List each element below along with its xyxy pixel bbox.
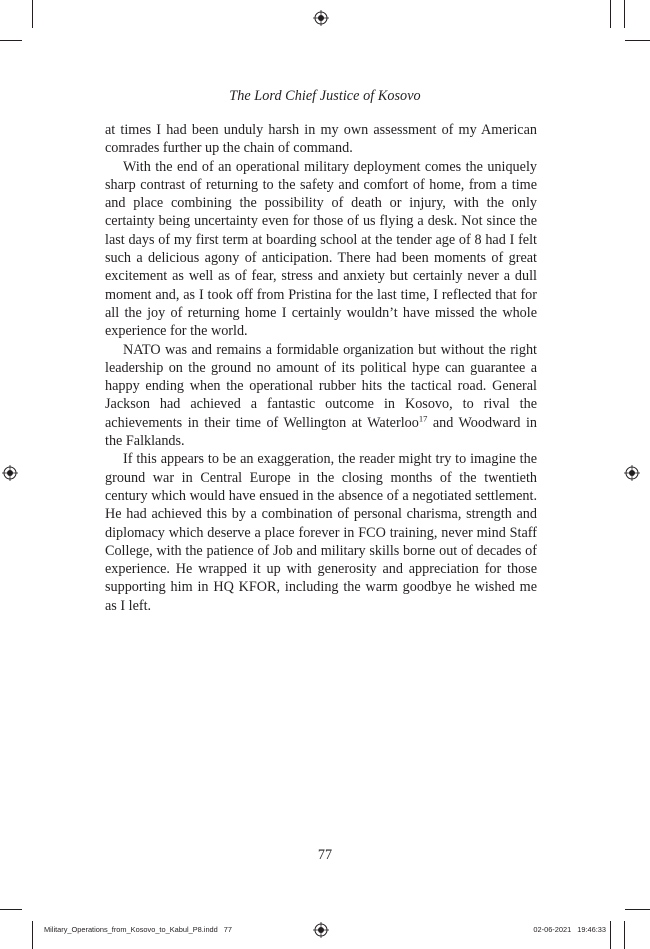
crop-mark-top-right-vertical-outer — [610, 0, 611, 28]
registration-target-icon — [313, 922, 329, 938]
page-number: 77 — [317, 847, 333, 863]
paragraph-text: and Woodward in the Falklands. — [105, 414, 537, 450]
paragraph: If this appears to be an exaggeration, the reader might try to imagine the ground war in Central Europe in the closing months of the twentieth century which would have ensued in the absence of a negotiated settlement. He had achieved this by a combination of personal charisma, strength and diplomacy which deserve a place forever in FCO training, never mind Staff College, with the patience of Job and military skills borne out of decades of experience. He wrapped it up with generosity and appreciation for those supporting him in HQ KFOR, including the warm goodbye he wished me as I left. — [105, 451, 537, 614]
slug-time: 19:46:33 — [577, 925, 606, 934]
crop-mark-top-left-horizontal — [0, 40, 22, 41]
running-head: The Lord Chief Justice of Kosovo — [229, 88, 421, 104]
slug-page: 77 — [223, 925, 233, 934]
registration-target-icon — [624, 465, 640, 481]
crop-mark-bottom-right-vertical-outer — [610, 921, 611, 949]
crop-mark-bottom-left-horizontal — [0, 909, 22, 910]
crop-mark-top-right-vertical-inner — [624, 0, 625, 28]
paragraph: at times I had been unduly harsh in my own assessment of my American comrades further up the chain of command. — [105, 122, 537, 157]
crop-mark-top-right-horizontal — [625, 40, 650, 41]
crop-mark-bottom-right-horizontal — [625, 909, 650, 910]
crop-mark-bottom-left-vertical — [32, 921, 33, 949]
registration-target-icon — [313, 10, 329, 26]
slug-timestamp — [533, 925, 606, 934]
registration-target-icon — [2, 465, 18, 481]
crop-mark-top-left-vertical — [32, 0, 33, 28]
paragraph: With the end of an operational military deployment comes the uniquely sharp contrast of returning to the safety and comfort of home, from a time and place combining the possibility of death or injury, with the only certainty being uncertainty even for those of us flying a desk. Not since the last days of my first term at boarding school at the tender age of 8 had I felt such a delicious agony of anticipation. There had been moments of great excitement as well as of fear, stress and anxiety but certainly never a dull moment and, as I took off from Pristina for the last time, I reflected that for all the joy of returning home I certainly wouldn’t have missed the whole experience for the world. — [105, 158, 537, 340]
slug-filename: Military_Operations_from_Kosovo_to_Kabul_P8.indd — [44, 925, 218, 934]
slug-file-info — [44, 925, 232, 934]
slug-date: 02-06-2021 — [533, 925, 572, 934]
body-text — [105, 121, 537, 615]
crop-mark-bottom-right-vertical-inner — [624, 921, 625, 949]
paragraph-text: NATO was and remains a formidable organization but without the right leadership on the ground no amount of its political hype can guarantee a happy ending when the operational rubber hits the tactical road. General Jackson had achieved a fantastic outcome in Kosovo, to rival the achievements in their time of Wellington at Waterloo — [105, 341, 537, 431]
footnote-reference[interactable]: 17 — [418, 413, 428, 424]
paragraph — [105, 341, 537, 451]
